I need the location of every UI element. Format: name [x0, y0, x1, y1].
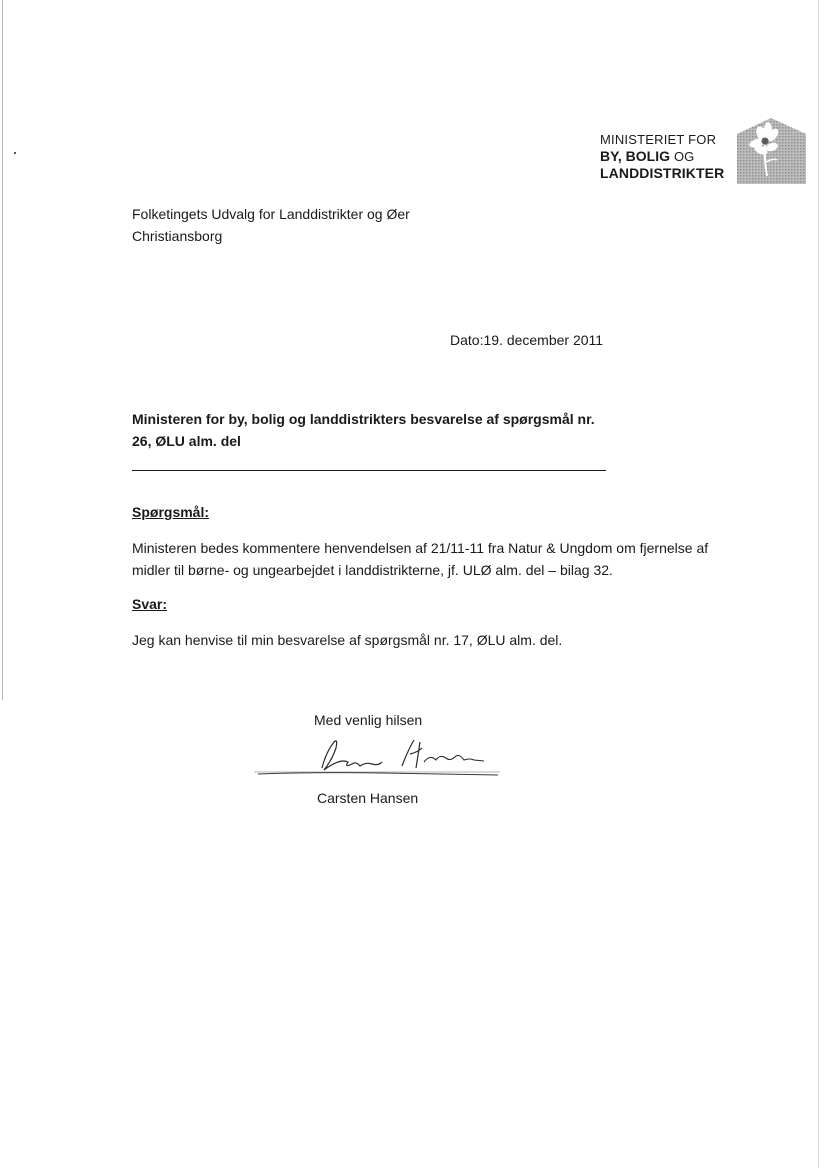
recipient-line2: Christiansborg [132, 228, 223, 244]
scan-edge-left [2, 0, 3, 700]
logo-wordmark [600, 132, 740, 181]
letter-date: Dato:19. december 2011 [450, 332, 604, 348]
scan-speck [14, 152, 16, 154]
answer-body: Jeg kan henvise til min besvarelse af spørgsmål nr. 17, ØLU alm. del. [132, 632, 563, 648]
subject-divider [132, 470, 606, 471]
recipient-line1: Folketingets Udvalg for Landdistrikter og Øer [132, 206, 410, 222]
logo-line2-text: BY, BOLIG [600, 148, 671, 164]
question-body: Ministeren bedes kommentere henvendelsen af 21/11-11 fra Natur & Ungdom om fjernelse af midler til børne- og ungearbejdet i landdistrikterne, jf. ULØ alm. del – bilag 32. [132, 540, 709, 578]
closing-greeting: Med venlig hilsen [314, 712, 423, 728]
logo-line2-og: OG [674, 149, 695, 164]
scan-edge-right [818, 0, 819, 1168]
question-heading: Spørgsmål: [132, 504, 210, 520]
handwritten-signature [252, 728, 504, 784]
answer-heading: Svar: [132, 596, 168, 612]
ministry-logo [600, 118, 806, 184]
logo-line3: LANDDISTRIKTER [600, 165, 725, 181]
recipient-block [132, 203, 410, 247]
logo-line2 [600, 148, 740, 165]
flower-house-icon [737, 118, 806, 184]
logo-line1: MINISTERIET FOR [600, 132, 717, 147]
subject-line: Ministeren for by, bolig og landdistrikters besvarelse af spørgsmål nr. 26, ØLU alm. del [132, 411, 595, 449]
signer-name: Carsten Hansen [317, 790, 419, 806]
